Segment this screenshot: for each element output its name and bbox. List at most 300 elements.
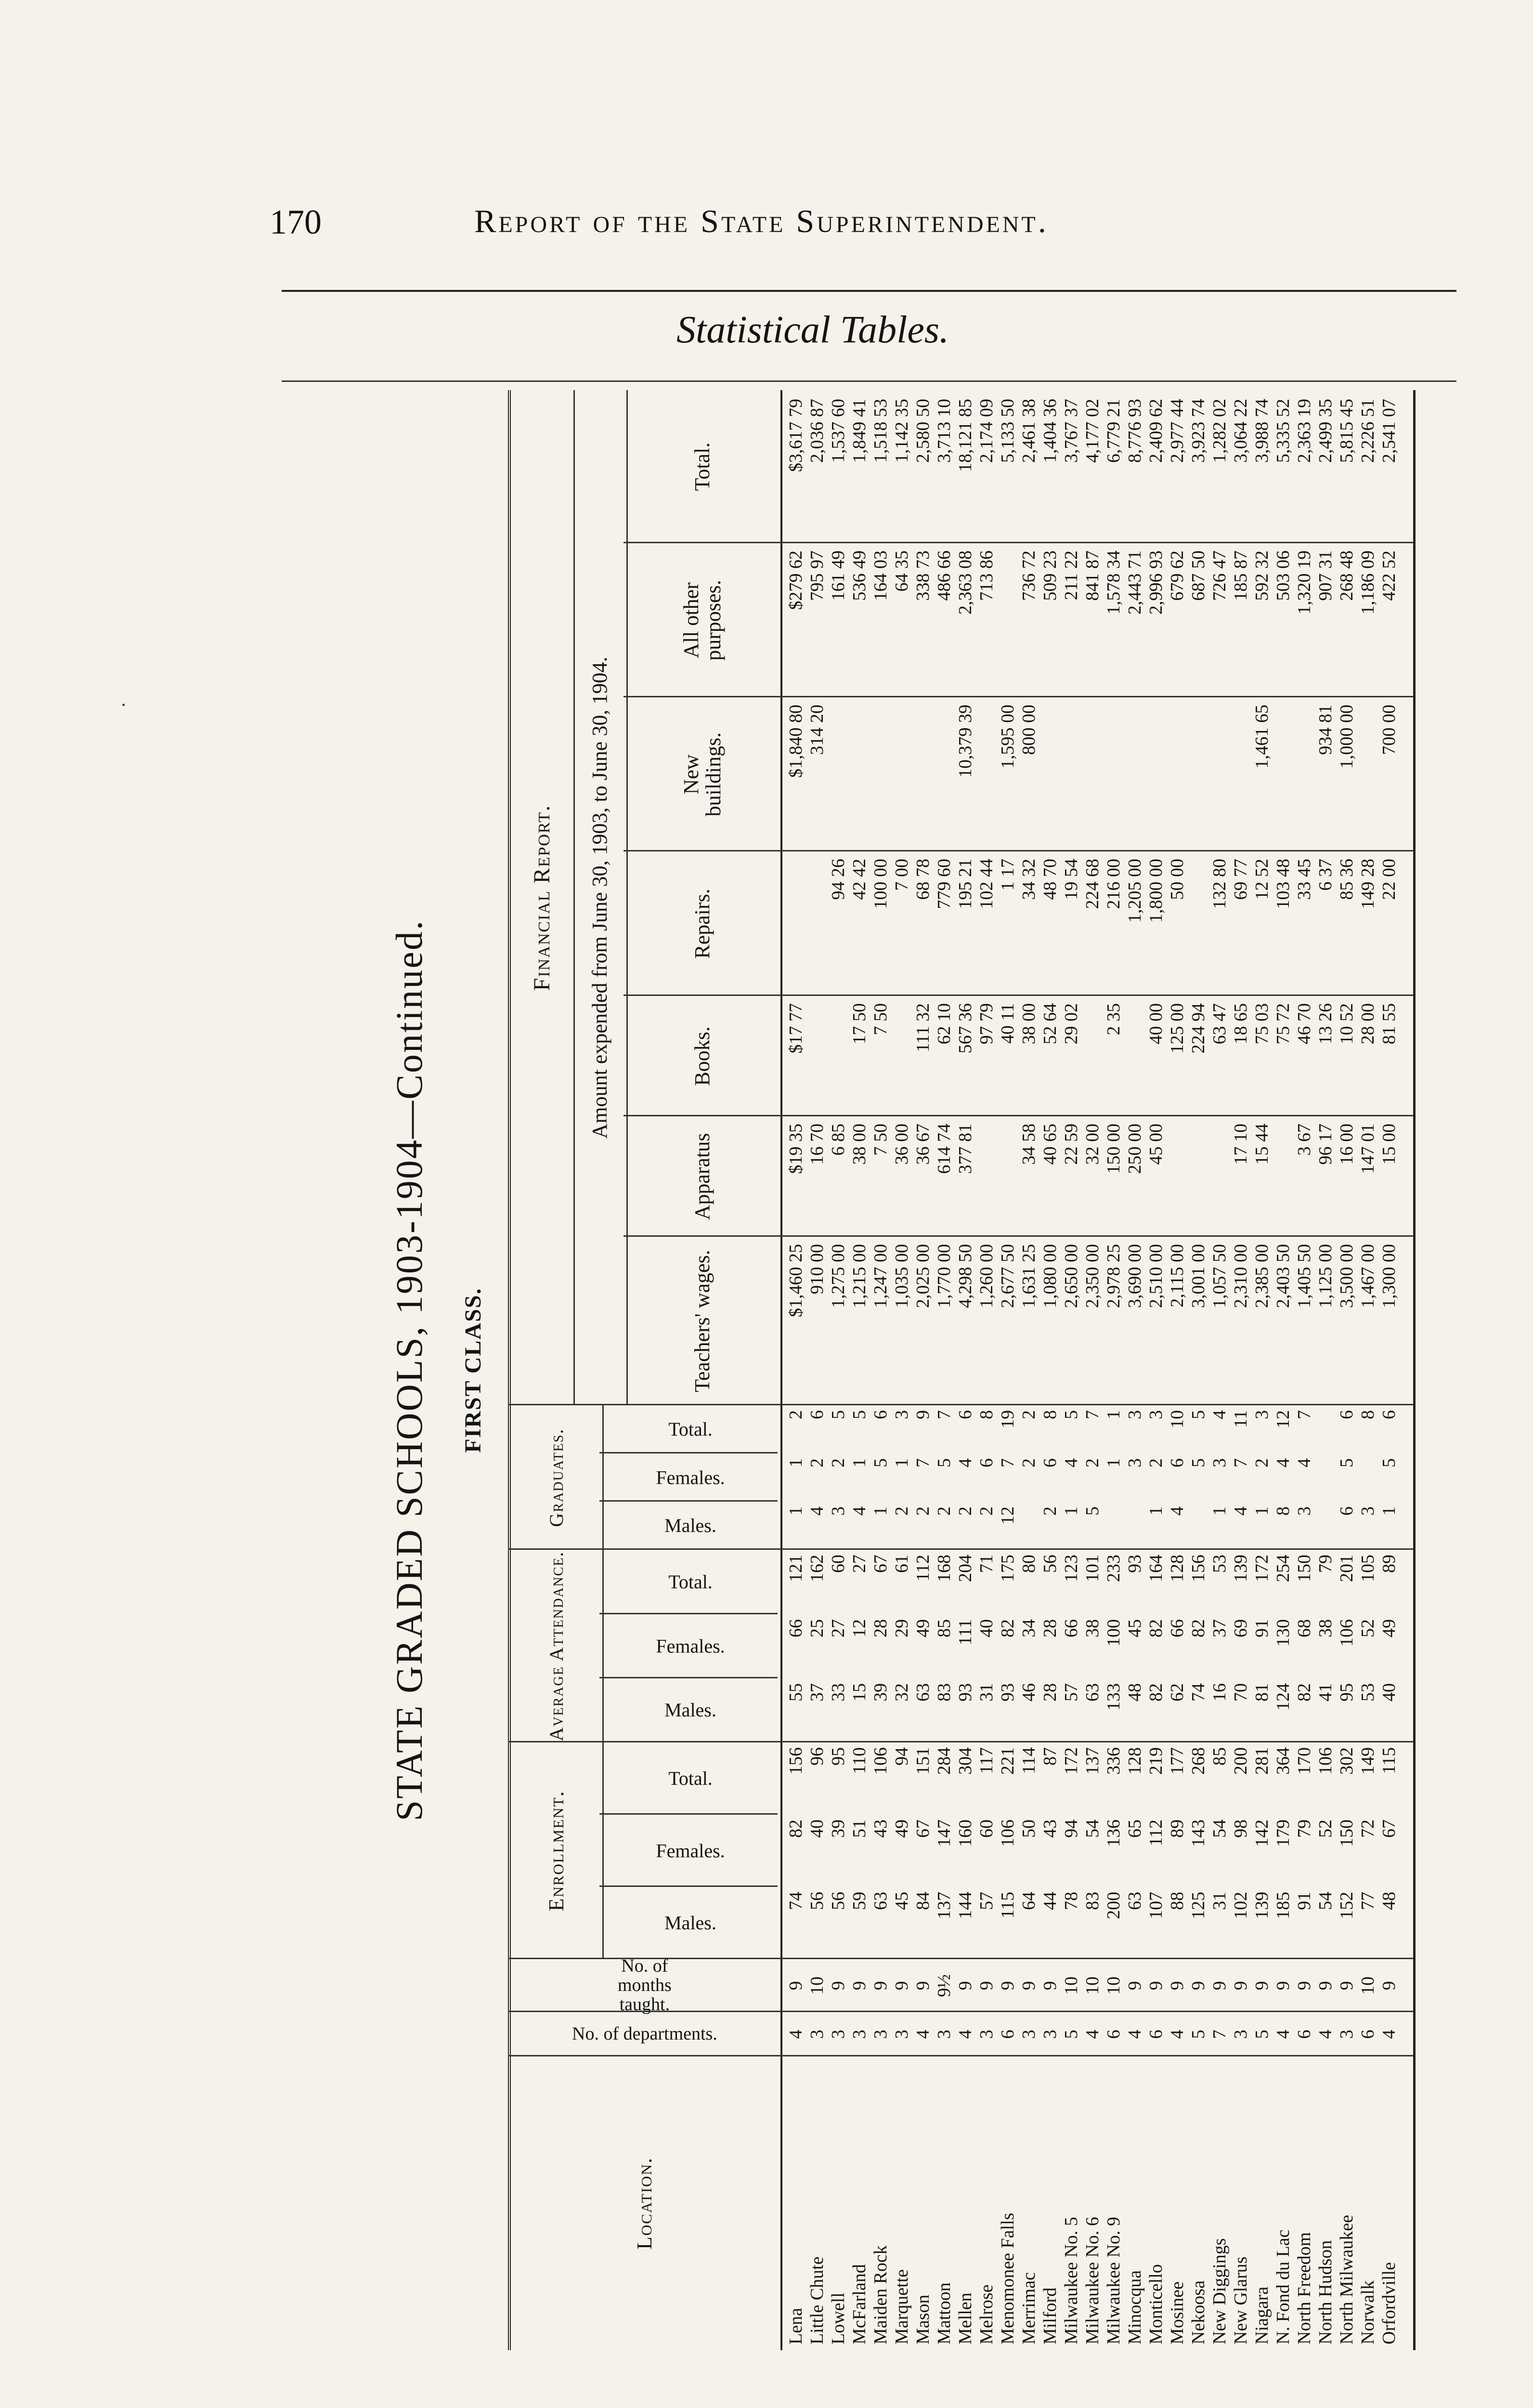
cell-repairs: 48 70 xyxy=(1040,859,1060,900)
cell-enroll-females: 179 xyxy=(1273,1819,1293,1847)
cell-grad-females: 5 xyxy=(1188,1458,1208,1467)
cell-attend-females: 66 xyxy=(786,1619,806,1637)
cell-other-purposes: 64 35 xyxy=(892,550,912,592)
cell-repairs: 195 21 xyxy=(955,859,975,909)
cell-repairs: 69 77 xyxy=(1231,859,1251,900)
cell-departments: 5 xyxy=(1252,2029,1272,2039)
cell-enroll-males: 59 xyxy=(849,1892,870,1910)
cell-new-buildings xyxy=(1273,705,1294,851)
cell-location: North Freedom xyxy=(1294,2232,1314,2344)
cell-books: 567 36 xyxy=(955,1003,975,1054)
cell-total: 18,121 85 xyxy=(955,399,975,472)
cell-attend-males: 74 xyxy=(1188,1683,1208,1701)
cell-departments: 6 xyxy=(1358,2029,1378,2039)
cell-enroll-females: 67 xyxy=(1379,1819,1399,1838)
cell-attend-males: 124 xyxy=(1273,1683,1293,1711)
cell-enroll-males: 63 xyxy=(870,1892,891,1910)
header-enroll-total: Total. xyxy=(668,1767,713,1789)
cell-grad-total: 11 xyxy=(1231,1410,1251,1428)
cell-other-purposes: 1,320 19 xyxy=(1294,550,1314,615)
cell-grad-females: 1 xyxy=(786,1458,806,1467)
cell-enroll-total: 219 xyxy=(1146,1747,1166,1775)
cell-attend-total: 101 xyxy=(1082,1555,1103,1582)
cell-enroll-females: 150 xyxy=(1337,1819,1357,1847)
cell-location: Minocqua xyxy=(1125,2270,1145,2344)
cell-books: 10 52 xyxy=(1337,1003,1357,1045)
cell-grad-females: 3 xyxy=(1209,1458,1230,1467)
cell-grad-males: 12 xyxy=(998,1506,1018,1525)
cell-grad-males: 2 xyxy=(913,1506,933,1516)
cell-location: N. Fond du Lac xyxy=(1273,2229,1293,2344)
cell-enroll-males: 102 xyxy=(1231,1892,1251,1919)
cell-books: 40 00 xyxy=(1146,1003,1166,1045)
cell-months: 9 xyxy=(1209,1981,1230,1990)
cell-other-purposes: 679 62 xyxy=(1167,550,1187,601)
cell-grad-total: 5 xyxy=(1061,1410,1081,1419)
header-grad-total: Total. xyxy=(668,1418,713,1440)
cell-location: Mason xyxy=(913,2294,933,2344)
cell-enroll-total: 156 xyxy=(786,1747,806,1775)
cell-new-buildings xyxy=(1294,705,1315,851)
cell-other-purposes: 211 22 xyxy=(1061,550,1081,601)
cell-grad-total: 6 xyxy=(1337,1410,1357,1419)
cell-enroll-total: 106 xyxy=(870,1747,891,1775)
rotated-statistical-table xyxy=(388,390,1456,2350)
cell-enroll-total: 94 xyxy=(892,1747,912,1766)
cell-enroll-females: 112 xyxy=(1146,1819,1166,1846)
header-attend-total: Total. xyxy=(668,1571,713,1593)
cell-other-purposes: 185 87 xyxy=(1231,550,1251,601)
cell-teachers-wages: 1,300 00 xyxy=(1379,1244,1399,1308)
cell-enroll-males: 63 xyxy=(1125,1892,1145,1910)
cell-attend-females: 37 xyxy=(1209,1619,1230,1637)
cell-attend-total: 89 xyxy=(1379,1555,1399,1573)
cell-enroll-total: 128 xyxy=(1125,1747,1145,1775)
cell-enroll-females: 65 xyxy=(1125,1819,1145,1838)
cell-enroll-females: 94 xyxy=(1061,1819,1081,1838)
cell-attend-females: 27 xyxy=(828,1619,848,1637)
cell-grad-males: 4 xyxy=(1231,1506,1251,1516)
cell-other-purposes: 509 23 xyxy=(1040,550,1060,601)
cell-location: Mosinee xyxy=(1167,2281,1187,2344)
cell-attend-total: 93 xyxy=(1125,1555,1145,1573)
cell-books: 224 94 xyxy=(1188,1003,1208,1054)
cell-new-buildings xyxy=(934,705,955,851)
cell-repairs xyxy=(1188,859,1209,996)
cell-grad-females: 2 xyxy=(1019,1458,1039,1467)
cell-total: 2,363 19 xyxy=(1294,399,1314,463)
cell-other-purposes: 338 73 xyxy=(913,550,933,601)
cell-departments: 3 xyxy=(828,2029,848,2039)
cell-other-purposes: 536 49 xyxy=(849,550,870,601)
cell-total: 1,142 35 xyxy=(892,399,912,463)
cell-repairs: 224 68 xyxy=(1082,859,1103,909)
cell-grad-females: 4 xyxy=(955,1458,975,1467)
cell-teachers-wages: 3,690 00 xyxy=(1125,1244,1145,1308)
cell-attend-females: 82 xyxy=(1146,1619,1166,1637)
cell-enroll-males: 144 xyxy=(955,1892,975,1919)
cell-teachers-wages: 2,115 00 xyxy=(1167,1244,1187,1308)
cell-grad-total: 8 xyxy=(1040,1410,1060,1419)
cell-location: Monticello xyxy=(1146,2264,1166,2344)
cell-teachers-wages: 3,001 00 xyxy=(1188,1244,1208,1308)
cell-enroll-females: 136 xyxy=(1104,1819,1124,1847)
cell-teachers-wages: 910 00 xyxy=(807,1244,827,1295)
cell-grad-total: 10 xyxy=(1167,1410,1187,1428)
cell-attend-females: 40 xyxy=(976,1619,997,1637)
cell-grad-females: 6 xyxy=(976,1458,997,1467)
cell-total: 2,036 87 xyxy=(807,399,827,463)
cell-attend-females: 49 xyxy=(1379,1619,1399,1637)
cell-attend-total: 61 xyxy=(892,1555,912,1573)
cell-months: 9 xyxy=(1167,1981,1187,1990)
cell-departments: 3 xyxy=(870,2029,891,2039)
cell-months: 9 xyxy=(828,1981,848,1990)
cell-teachers-wages: 2,025 00 xyxy=(913,1244,933,1308)
section-subheading: Statistical Tables. xyxy=(676,309,949,351)
cell-books: 97 79 xyxy=(976,1003,997,1045)
cell-teachers-wages: 1,247 00 xyxy=(870,1244,891,1308)
cell-enroll-females: 54 xyxy=(1082,1819,1103,1838)
cell-grad-males xyxy=(1124,1506,1145,1550)
cell-repairs: 103 48 xyxy=(1273,859,1293,909)
cell-grad-males: 2 xyxy=(976,1506,997,1516)
cell-attend-males: 133 xyxy=(1104,1683,1124,1711)
cell-teachers-wages: 1,631 25 xyxy=(1019,1244,1039,1308)
cell-total: 1,404 36 xyxy=(1040,399,1060,463)
cell-other-purposes: 736 72 xyxy=(1019,550,1039,601)
cell-attend-females: 91 xyxy=(1252,1619,1272,1637)
cell-enroll-males: 137 xyxy=(934,1892,954,1919)
cell-other-purposes: 268 48 xyxy=(1337,550,1357,601)
cell-attend-males: 40 xyxy=(1379,1683,1399,1701)
cell-attend-females: 66 xyxy=(1167,1619,1187,1637)
cell-attend-males: 32 xyxy=(892,1683,912,1701)
header-amount-expended: Amount expended from June 30, 1903, to June 30, 1904. xyxy=(587,656,611,1139)
cell-departments: 5 xyxy=(1061,2029,1081,2039)
cell-departments: 4 xyxy=(1125,2029,1145,2039)
cell-grad-males xyxy=(1315,1506,1336,1550)
cell-attend-males: 53 xyxy=(1358,1683,1378,1701)
cell-enroll-total: 281 xyxy=(1252,1747,1272,1775)
cell-other-purposes: 164 03 xyxy=(870,550,891,601)
cell-repairs xyxy=(785,859,806,996)
cell-grad-total: 6 xyxy=(955,1410,975,1419)
cell-grad-total: 7 xyxy=(1082,1410,1103,1419)
cell-apparatus: 45 00 xyxy=(1146,1124,1166,1165)
cell-departments: 3 xyxy=(1337,2029,1357,2039)
cell-new-buildings xyxy=(891,705,912,851)
cell-attend-females: 28 xyxy=(1040,1619,1060,1637)
cell-enroll-females: 43 xyxy=(870,1819,891,1838)
cell-enroll-males: 152 xyxy=(1337,1892,1357,1919)
cell-teachers-wages: 2,677 50 xyxy=(998,1244,1018,1308)
cell-total: 1,849 41 xyxy=(849,399,870,463)
cell-other-purposes: 2,996 93 xyxy=(1146,550,1166,615)
cell-attend-males: 70 xyxy=(1231,1683,1251,1701)
cell-attend-total: 112 xyxy=(913,1555,933,1582)
cell-grad-females: 2 xyxy=(807,1458,827,1467)
cell-total: 2,226 51 xyxy=(1358,399,1378,463)
header-attend-males: Males. xyxy=(664,1699,716,1721)
cell-repairs: 779 60 xyxy=(934,859,954,909)
cell-attend-females: 68 xyxy=(1294,1619,1314,1637)
cell-months: 9 xyxy=(1379,1981,1399,1990)
cell-months: 9 xyxy=(1125,1981,1145,1990)
cell-other-purposes: 592 32 xyxy=(1252,550,1272,601)
cell-attend-total: 121 xyxy=(786,1555,806,1582)
cell-other-purposes: 503 06 xyxy=(1273,550,1293,601)
cell-enroll-males: 48 xyxy=(1379,1892,1399,1910)
cell-grad-total: 7 xyxy=(1294,1410,1314,1419)
cell-enroll-males: 107 xyxy=(1146,1892,1166,1919)
header-attendance: Average Attendance. xyxy=(546,1551,567,1741)
cell-books: 62 10 xyxy=(934,1003,954,1045)
cell-other-purposes: 1,578 34 xyxy=(1104,550,1124,615)
cell-books xyxy=(828,1003,849,1116)
cell-repairs: 94 26 xyxy=(828,859,848,900)
cell-teachers-wages: 1,467 00 xyxy=(1358,1244,1378,1308)
cell-total: 1,537 60 xyxy=(828,399,848,463)
cell-books xyxy=(1124,1003,1145,1116)
cell-other-purposes: 2,363 08 xyxy=(955,550,975,615)
cell-new-buildings xyxy=(1230,705,1251,851)
cell-enroll-total: 284 xyxy=(934,1747,954,1775)
cell-attend-total: 254 xyxy=(1273,1555,1293,1582)
cell-attend-total: 150 xyxy=(1294,1555,1314,1582)
cell-repairs: 149 28 xyxy=(1358,859,1378,909)
cell-enroll-total: 85 xyxy=(1209,1747,1230,1766)
cell-enroll-females: 82 xyxy=(786,1819,806,1838)
cell-attend-males: 93 xyxy=(955,1683,975,1701)
cell-other-purposes: 687 50 xyxy=(1188,550,1208,601)
cell-grad-males: 2 xyxy=(1040,1506,1060,1516)
cell-months: 9 xyxy=(976,1981,997,1990)
cell-grad-males: 3 xyxy=(1358,1506,1378,1516)
cell-grad-females: 3 xyxy=(1125,1458,1145,1467)
cell-months: 9 xyxy=(1231,1981,1251,1990)
cell-location: Little Chute xyxy=(807,2256,827,2344)
cell-enroll-females: 60 xyxy=(976,1819,997,1838)
cell-months: 10 xyxy=(1104,1976,1124,1995)
cell-other-purposes: 841 87 xyxy=(1082,550,1103,601)
cell-apparatus: 377 81 xyxy=(955,1124,975,1174)
cell-attend-males: 46 xyxy=(1019,1683,1039,1701)
cell-attend-total: 162 xyxy=(807,1555,827,1582)
cell-total: 3,713 10 xyxy=(934,399,954,463)
cell-attend-males: 93 xyxy=(998,1683,1018,1701)
cell-apparatus: 250 00 xyxy=(1125,1124,1145,1174)
cell-attend-males: 63 xyxy=(913,1683,933,1701)
cell-apparatus: 16 70 xyxy=(807,1124,827,1165)
cell-apparatus xyxy=(997,1124,1018,1237)
cell-departments: 4 xyxy=(1315,2029,1336,2039)
cell-location: McFarland xyxy=(849,2264,870,2344)
cell-attend-females: 82 xyxy=(1188,1619,1208,1637)
cell-location: Merrimac xyxy=(1019,2272,1039,2344)
cell-attend-females: 38 xyxy=(1082,1619,1103,1637)
cell-grad-males: 1 xyxy=(870,1506,891,1516)
cell-teachers-wages: 2,385 00 xyxy=(1252,1244,1272,1308)
cell-attend-total: 201 xyxy=(1337,1555,1357,1582)
cell-apparatus: 614 74 xyxy=(934,1124,954,1174)
cell-grad-females: 4 xyxy=(1294,1458,1314,1467)
cell-apparatus: 15 44 xyxy=(1252,1124,1272,1165)
cell-repairs: 19 54 xyxy=(1061,859,1081,900)
cell-total: 1,282 02 xyxy=(1209,399,1230,463)
cell-enroll-total: 149 xyxy=(1358,1747,1378,1775)
cell-books: 29 02 xyxy=(1061,1003,1081,1045)
cell-departments: 3 xyxy=(892,2029,912,2039)
cell-books: 18 65 xyxy=(1231,1003,1251,1045)
cell-attend-total: 56 xyxy=(1040,1555,1060,1573)
cell-grad-total: 1 xyxy=(1104,1410,1124,1419)
cell-months: 9 xyxy=(1146,1981,1166,1990)
cell-attend-males: 95 xyxy=(1337,1683,1357,1701)
cell-apparatus: 16 00 xyxy=(1337,1124,1357,1165)
cell-departments: 4 xyxy=(786,2029,806,2039)
cell-attend-males: 82 xyxy=(1146,1683,1166,1701)
cell-grad-total: 6 xyxy=(807,1410,827,1419)
header-new-buildings: New buildings. xyxy=(679,732,725,817)
cell-attend-males: 81 xyxy=(1252,1683,1272,1701)
cell-grad-total: 3 xyxy=(1125,1410,1145,1419)
header-apparatus: Apparatus xyxy=(690,1133,714,1220)
cell-total: 5,133 50 xyxy=(998,399,1018,463)
cell-new-buildings: 800 00 xyxy=(1019,705,1039,755)
table-title: STATE GRADED SCHOOLS, 1903-1904—Continued. xyxy=(388,919,430,1821)
cell-location: Orfordville xyxy=(1379,2262,1399,2344)
cell-months: 9 xyxy=(1188,1981,1208,1990)
cell-attend-total: 53 xyxy=(1209,1555,1230,1573)
cell-grad-females: 1 xyxy=(1104,1458,1124,1467)
cell-attend-total: 139 xyxy=(1231,1555,1251,1582)
cell-new-buildings: 700 00 xyxy=(1379,705,1399,755)
cell-attend-total: 27 xyxy=(849,1555,870,1573)
cell-teachers-wages: $1,460 25 xyxy=(786,1244,806,1317)
header-departments: No. of departments. xyxy=(572,2024,717,2044)
cell-departments: 3 xyxy=(807,2029,827,2039)
cell-books xyxy=(806,1003,828,1116)
cell-grad-males: 4 xyxy=(807,1506,827,1516)
cell-enroll-males: 31 xyxy=(1209,1892,1230,1910)
cell-departments: 6 xyxy=(998,2029,1018,2039)
cell-location: New Diggings xyxy=(1209,2238,1230,2344)
cell-grad-females xyxy=(1315,1458,1336,1502)
cell-departments: 7 xyxy=(1209,2029,1230,2039)
cell-total: 2,409 62 xyxy=(1146,399,1166,463)
cell-other-purposes: 713 86 xyxy=(976,550,997,601)
cell-location: Mellen xyxy=(955,2292,975,2344)
cell-attend-total: 79 xyxy=(1315,1555,1336,1573)
running-header xyxy=(0,183,1533,255)
cell-enroll-females: 67 xyxy=(913,1819,933,1838)
cell-grad-females: 5 xyxy=(1379,1458,1399,1467)
cell-books: 52 64 xyxy=(1040,1003,1060,1045)
cell-grad-females: 2 xyxy=(1252,1458,1272,1467)
cell-grad-total: 3 xyxy=(892,1410,912,1419)
cell-grad-females: 4 xyxy=(1061,1458,1081,1467)
cell-repairs: 132 80 xyxy=(1209,859,1230,909)
cell-attend-males: 57 xyxy=(1061,1683,1081,1701)
cell-enroll-females: 106 xyxy=(998,1819,1018,1847)
cell-new-buildings: $1,840 80 xyxy=(786,705,806,778)
cell-apparatus xyxy=(976,1124,997,1237)
cell-total: 3,923 74 xyxy=(1188,399,1208,463)
cell-departments: 5 xyxy=(1188,2029,1208,2039)
cell-attend-total: 168 xyxy=(934,1555,954,1582)
header-fin-total: Total. xyxy=(690,442,714,491)
cell-location: Milwaukee No. 6 xyxy=(1082,2217,1103,2344)
cell-other-purposes: 422 52 xyxy=(1379,550,1399,601)
cell-new-buildings xyxy=(1082,705,1103,851)
cell-attend-total: 204 xyxy=(955,1555,975,1582)
cell-total: 2,977 44 xyxy=(1167,399,1187,463)
cell-grad-females: 2 xyxy=(1146,1458,1166,1467)
cell-location: Lowell xyxy=(828,2292,848,2344)
cell-grad-males: 2 xyxy=(934,1506,954,1516)
cell-apparatus xyxy=(1167,1124,1188,1237)
cell-months: 9 xyxy=(1315,1981,1336,1990)
cell-enroll-total: 110 xyxy=(849,1747,870,1774)
cell-new-buildings xyxy=(1039,705,1061,851)
cell-grad-total: 7 xyxy=(934,1410,954,1419)
cell-apparatus: $19 35 xyxy=(786,1124,806,1174)
cell-apparatus: 22 59 xyxy=(1061,1124,1081,1165)
cell-enroll-females: 89 xyxy=(1167,1819,1187,1838)
cell-other-purposes: 1,186 09 xyxy=(1358,550,1378,615)
cell-new-buildings xyxy=(976,705,997,851)
cell-enroll-total: 151 xyxy=(913,1747,933,1775)
header-teachers-wages: Teachers' wages. xyxy=(690,1250,714,1392)
cell-enroll-males: 45 xyxy=(892,1892,912,1910)
cell-grad-males xyxy=(1018,1506,1039,1550)
page-number: 170 xyxy=(270,203,322,241)
cell-total: 5,335 52 xyxy=(1273,399,1293,463)
cell-apparatus: 34 58 xyxy=(1019,1124,1039,1165)
cell-grad-total: 6 xyxy=(1379,1410,1399,1419)
margin-speck: · xyxy=(120,694,127,716)
cell-apparatus: 150 00 xyxy=(1104,1124,1124,1174)
cell-enroll-males: 77 xyxy=(1358,1892,1378,1910)
cell-apparatus: 36 67 xyxy=(913,1124,933,1165)
cell-enroll-females: 98 xyxy=(1231,1819,1251,1838)
cell-new-buildings xyxy=(1103,705,1124,851)
cell-enroll-males: 54 xyxy=(1315,1892,1336,1910)
cell-departments: 3 xyxy=(1040,2029,1060,2039)
cell-grad-males: 1 xyxy=(1061,1506,1081,1516)
cell-apparatus: 147 01 xyxy=(1358,1124,1378,1174)
cell-repairs: 22 00 xyxy=(1379,859,1399,900)
cell-repairs: 42 42 xyxy=(849,859,870,900)
cell-grad-total: 3 xyxy=(1146,1410,1166,1419)
cell-attend-total: 164 xyxy=(1146,1555,1166,1582)
cell-teachers-wages: 2,403 50 xyxy=(1273,1244,1293,1308)
cell-months: 10 xyxy=(1061,1976,1081,1995)
cell-grad-females: 7 xyxy=(1231,1458,1251,1467)
cell-apparatus: 38 00 xyxy=(849,1124,870,1165)
cell-grad-total: 12 xyxy=(1273,1410,1293,1428)
cell-attend-females: 25 xyxy=(807,1619,827,1637)
running-title: Report of the State Superintendent. xyxy=(474,203,1049,239)
cell-months: 9 xyxy=(786,1981,806,1990)
cell-enroll-females: 51 xyxy=(849,1819,870,1838)
cell-attend-males: 63 xyxy=(1082,1683,1103,1701)
cell-attend-total: 60 xyxy=(828,1555,848,1573)
cell-enroll-females: 143 xyxy=(1188,1819,1208,1847)
cell-other-purposes: 795 97 xyxy=(807,550,827,601)
cell-enroll-total: 200 xyxy=(1231,1747,1251,1775)
